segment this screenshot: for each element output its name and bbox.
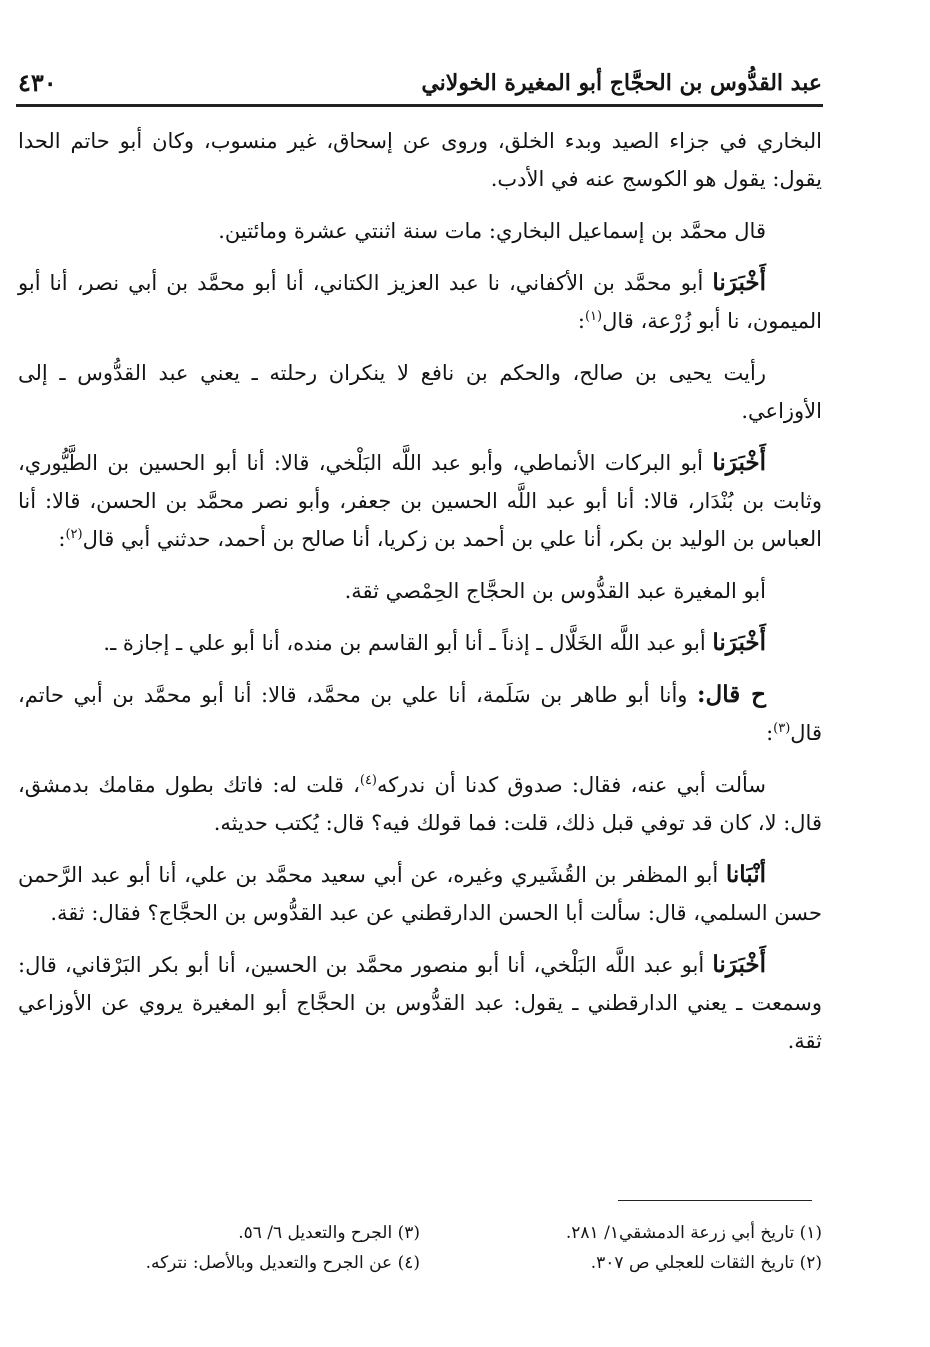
paragraph-text: قال محمَّد بن إسماعيل البخاري: مات سنة اثنتي عشرة ومائتين.: [218, 219, 766, 243]
page-body: [18, 122, 822, 1074]
footnote-text: عن الجرح والتعديل وبالأصل: نتركه.: [145, 1253, 393, 1273]
footnote-item: [18, 1218, 420, 1248]
footnote-number: (٢): [799, 1253, 822, 1273]
running-title: عبد القدُّوس بن الحجَّاج أبو المغيرة الخولاني: [421, 70, 822, 96]
paragraph: [18, 572, 822, 610]
paragraph: [18, 354, 822, 430]
footnote-item: [18, 1248, 420, 1278]
paragraph-text: أبو عبد اللَّه الخَلَّال ـ إذناً ـ أنا أبو القاسم بن منده، أنا أبو علي ـ إجازة ـ.: [103, 631, 706, 655]
footnote-number: (١): [799, 1223, 822, 1243]
footnote-text: الجرح والتعديل ٦/ ٥٦.: [238, 1223, 393, 1243]
paragraph: [18, 624, 822, 662]
footnote-ref: (٢): [65, 527, 83, 542]
paragraph-tail: :: [766, 721, 774, 745]
footnote-ref: (٣): [773, 721, 791, 736]
footnote-text: تاريخ الثقات للعجلي ص ٣٠٧.: [590, 1253, 795, 1273]
paragraph-text: أبو محمَّد بن الأكفاني، نا عبد العزيز الكتاني، أنا أبو محمَّد بن أبي نصر، أنا أبو الميمون، نا أبو زُرْعة، قال: [18, 271, 822, 333]
chain-lead: ح قال:: [697, 681, 766, 708]
chain-lead: أَخْبَرَنا: [712, 449, 766, 476]
chain-lead: أَخْبَرَنا: [712, 629, 766, 656]
paragraph-text: أبو المغيرة عبد القدُّوس بن الحجَّاج الحِمْصي ثقة.: [344, 579, 766, 603]
footnote-item: [420, 1248, 822, 1278]
page-number: ٤٣٠: [18, 68, 57, 97]
footnote-number: (٤): [397, 1253, 420, 1273]
running-header: [18, 62, 822, 106]
footnote-number: (٣): [397, 1223, 420, 1243]
paragraph: [18, 444, 822, 558]
paragraph-text: أبو البركات الأنماطي، وأبو عبد اللَّه البَلْخي، قالا: أنا أبو الحسين بن الطَّيُّوري، وثابت بن بُنْدَار، قالا: أنا أبو عبد اللَّه الحسين بن جعفر، وأبو نصر محمَّد بن الحسن، قالا: أنا العباس بن الوليد بن بكر، أنا علي بن أحمد بن زكريا، أنا صالح بن أحمد، حدثني أبي قال: [18, 451, 822, 551]
paragraph-text: سألت أبي عنه، فقال: صدوق كدنا أن ندركه: [377, 773, 766, 797]
paragraph: [18, 856, 822, 932]
paragraph-text: أبو عبد اللَّه البَلْخي، أنا أبو منصور محمَّد بن الحسين، أنا أبو بكر البَرْقاني، قال: وسمعت ـ يعني الدارقطني ـ يقول: عبد القدُّوس بن الحجَّاج أبو المغيرة يروي عن الأوزاعي ثقة.: [18, 953, 822, 1053]
paragraph-tail: ، قلت له: فاتك بطول مقامك بدمشق، قال: لا، كان قد توفي قبل ذلك، قلت: فما قولك فيه؟ قال: يُكتب حديثه.: [18, 773, 822, 835]
footnote-text: تاريخ أبي زرعة الدمشقي١/ ٢٨١.: [565, 1223, 795, 1243]
header-rule: [16, 104, 823, 107]
paragraph-text: البخاري في جزاء الصيد وبدء الخلق، وروى عن إسحاق، غير منسوب، وكان أبو حاتم الحدا يقول: يقول هو الكوسج عنه في الأدب.: [18, 129, 822, 191]
footnote-ref: (١): [584, 309, 603, 324]
paragraph: [18, 122, 822, 198]
footnote-rule: [618, 1200, 812, 1201]
chain-lead: أَخْبَرَنا: [712, 269, 766, 296]
paragraph-tail: :: [577, 309, 585, 333]
footnotes: [18, 1218, 822, 1278]
paragraph: [18, 264, 822, 340]
chain-lead: أَخْبَرَنا: [712, 951, 766, 978]
paragraph: [18, 212, 822, 250]
chain-lead: أنْبَانا: [725, 861, 767, 888]
paragraph: [18, 676, 822, 752]
paragraph-text: وأنا أبو طاهر بن سَلَمة، أنا علي بن محمَّد، قالا: أنا أبو محمَّد بن أبي حاتم، قال: [18, 683, 822, 745]
paragraph-text: أبو المظفر بن القُشَيري وغيره، عن أبي سعيد محمَّد بن علي، أنا أبو عبد الرَّحمن حسن السلمي، قال: سألت أبا الحسن الدارقطني عن عبد القدُّوس بن الحجَّاج؟ فقال: ثقة.: [18, 863, 822, 925]
footnote-item: [420, 1218, 822, 1248]
paragraph-text: رأيت يحيى بن صالح، والحكم بن نافع لا ينكران رحلته ـ يعني عبد القدُّوس ـ إلى الأوزاعي.: [18, 361, 822, 423]
paragraph: [18, 766, 822, 842]
footnote-ref: (٤): [359, 773, 377, 788]
paragraph-tail: :: [58, 527, 66, 551]
paragraph: [18, 946, 822, 1060]
